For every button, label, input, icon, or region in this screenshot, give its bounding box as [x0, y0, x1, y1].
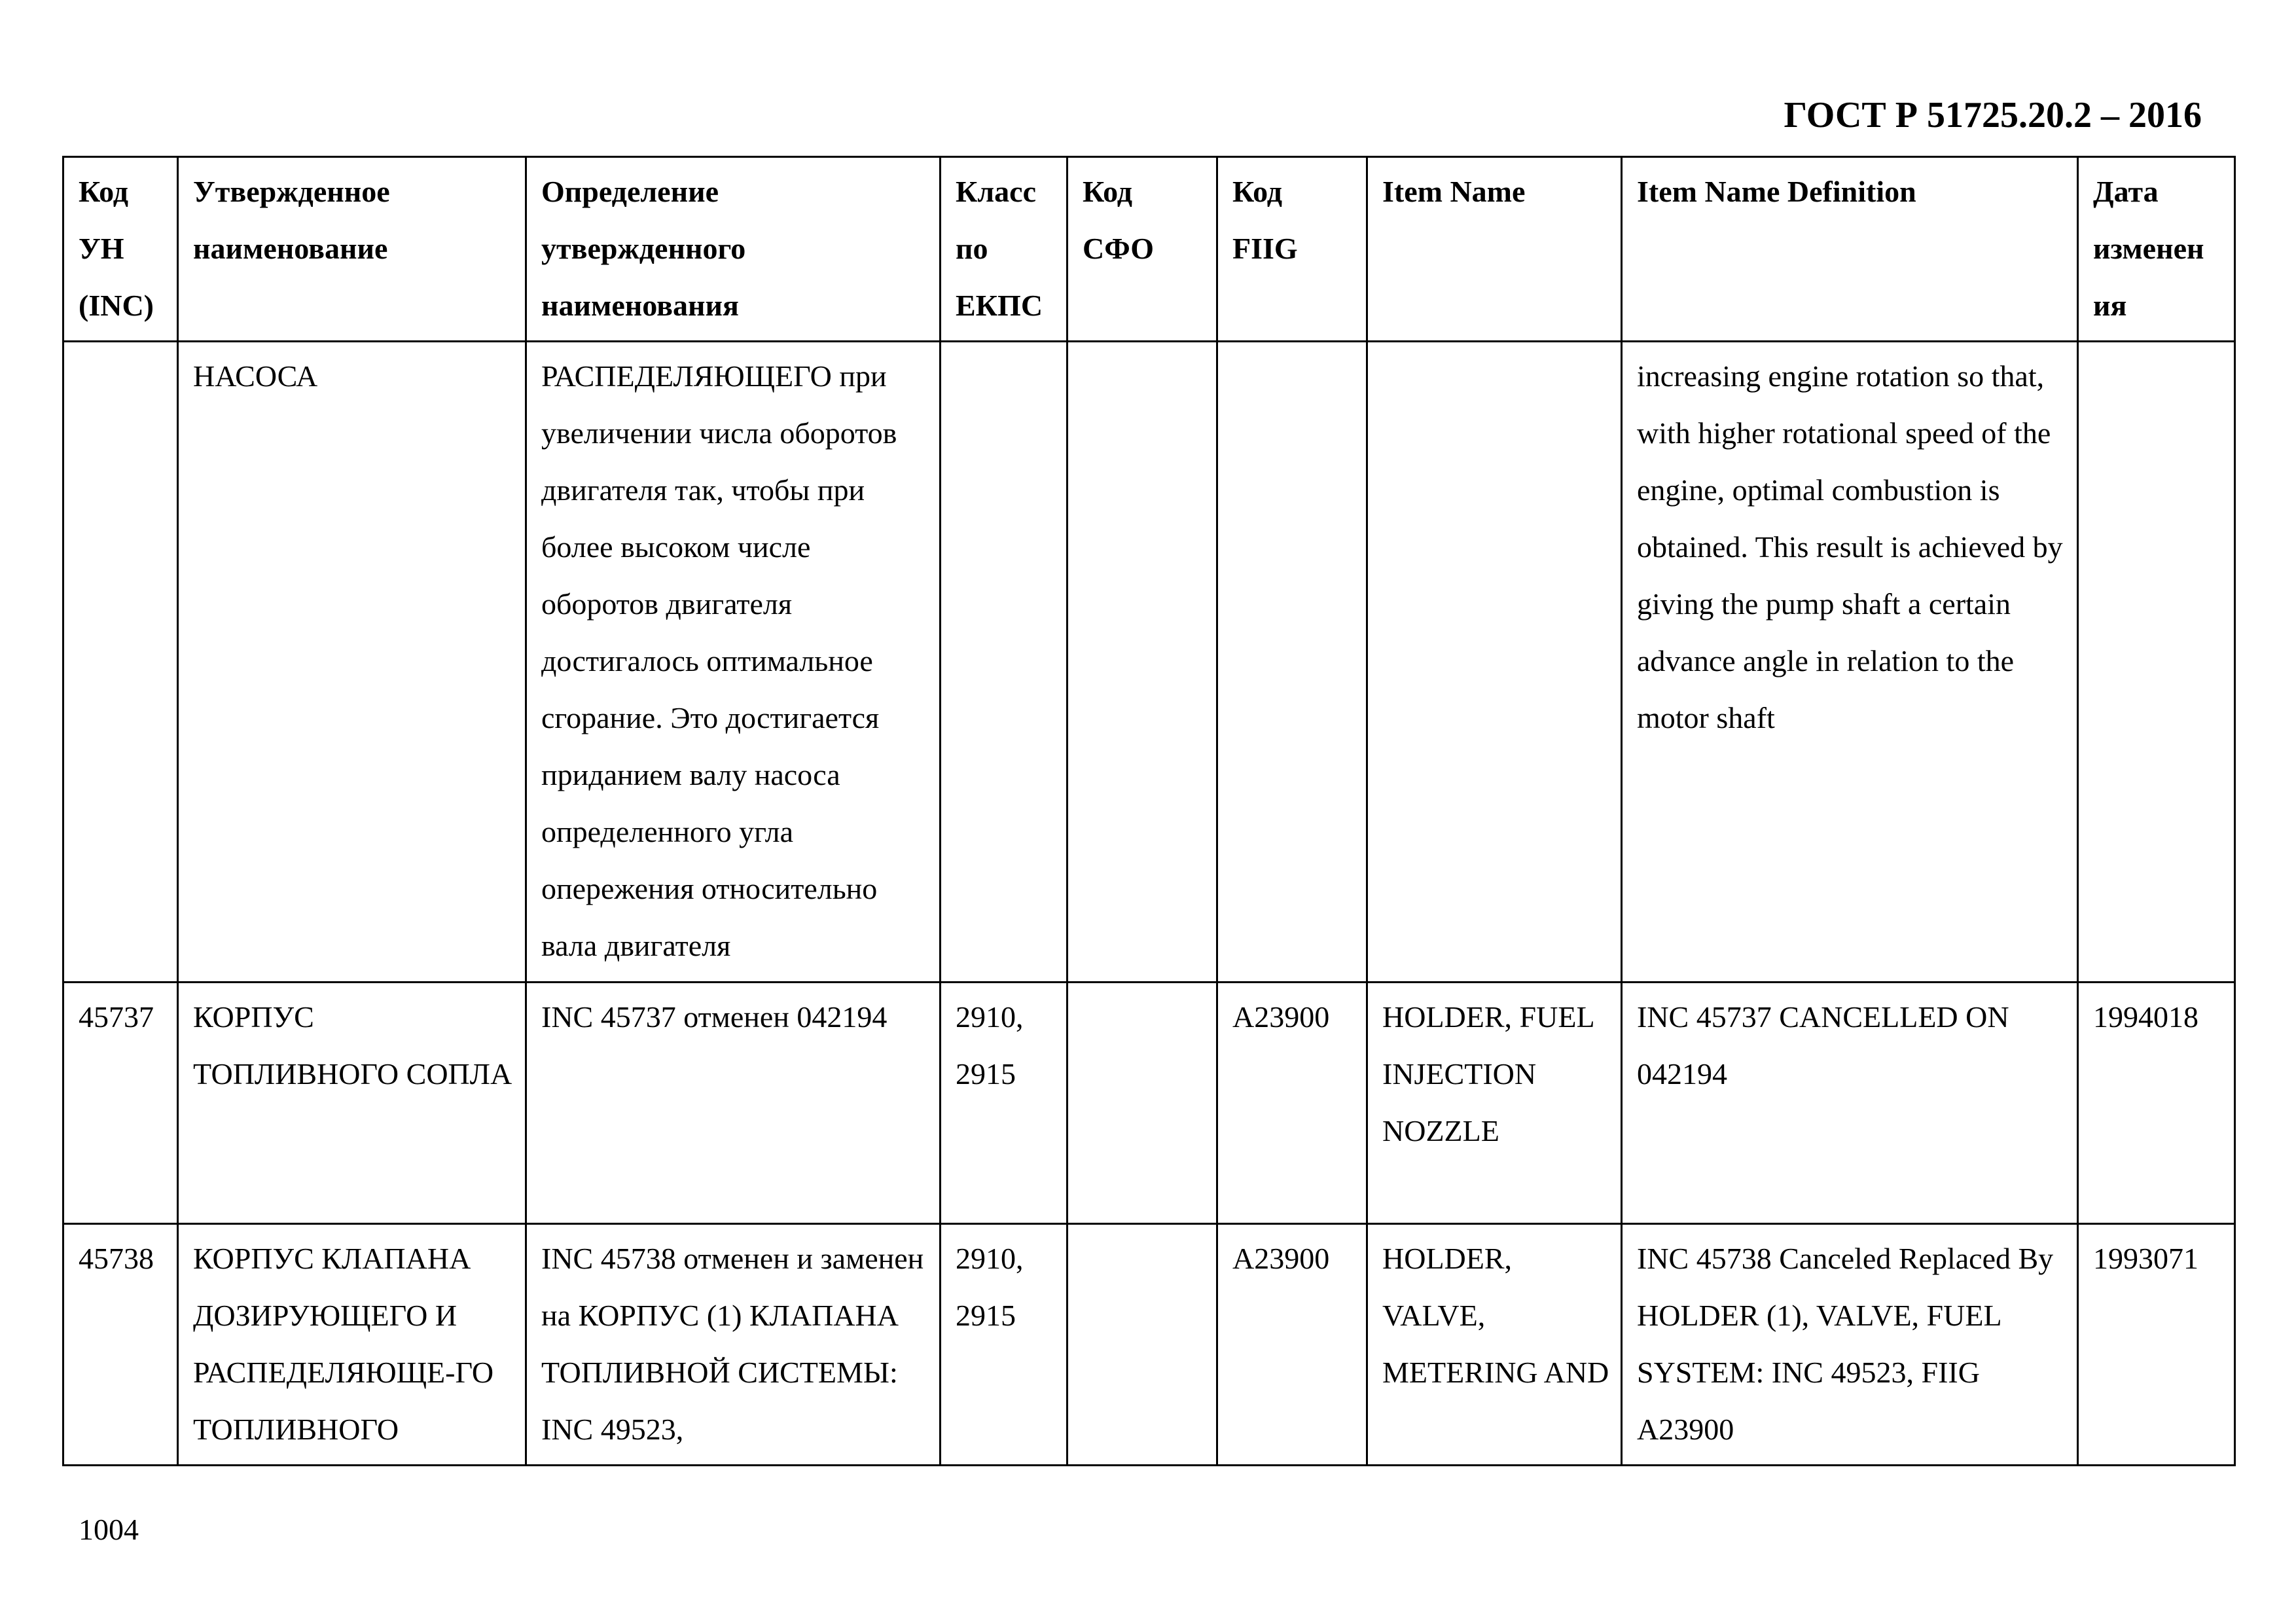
- cell-fiig-code: [1217, 342, 1367, 983]
- column-header-item-name-definition: [1622, 157, 2078, 342]
- header-line: Класс: [956, 175, 1036, 208]
- cell-sfo-code: [1067, 983, 1217, 1224]
- header-line: Определение: [541, 175, 719, 208]
- cell-item-name-definition: INC 45737 CANCELLED ON 042194: [1622, 983, 2078, 1224]
- column-header-ekps-class: [941, 157, 1067, 342]
- cell-change-date: 1993071: [2078, 1224, 2235, 1466]
- cell-definition: РАСПЕДЕЛЯЮЩЕГО при увеличении числа оборотов двигателя так, чтобы при более высоком числе оборотов двигателя достигалось оптимальное сгорание. Это достигается приданием валу насоса определенного угла опережения относительно вала двигателя: [526, 342, 941, 983]
- nomenclature-table: [62, 156, 2236, 1466]
- table-header-row: [63, 157, 2235, 342]
- header-line: (INC): [79, 289, 154, 322]
- column-header-item-name: [1367, 157, 1622, 342]
- header-line: по: [956, 232, 988, 265]
- cell-ekps-class: 2910, 2915: [941, 983, 1067, 1224]
- header-line: СФО: [1083, 232, 1155, 265]
- page-number: 1004: [79, 1513, 139, 1546]
- column-header-approved-name: [178, 157, 526, 342]
- cell-definition: INC 45737 отменен 042194: [526, 983, 941, 1224]
- header-line: УН: [79, 232, 124, 265]
- cell-item-name: HOLDER, VALVE, METERING AND: [1367, 1224, 1622, 1466]
- header-line: FIIG: [1232, 232, 1298, 265]
- table-row: [63, 1224, 2235, 1466]
- header-line: изменен: [2093, 232, 2204, 265]
- column-header-definition: [526, 157, 941, 342]
- cell-ekps-class: 2910, 2915: [941, 1224, 1067, 1466]
- header-line: утвержденного: [541, 232, 746, 265]
- cell-item-name-definition: INC 45738 Canceled Replaced By HOLDER (1), VALVE, FUEL SYSTEM: INC 49523, FIIG A23900: [1622, 1224, 2078, 1466]
- header-line: ия: [2093, 289, 2127, 322]
- header-line: Утвержденное: [193, 175, 390, 208]
- cell-ekps-class: [941, 342, 1067, 983]
- table-row: [63, 983, 2235, 1224]
- column-header-inc: [63, 157, 178, 342]
- column-header-fiig-code: [1217, 157, 1367, 342]
- cell-inc: [63, 342, 178, 983]
- document-header: ГОСТ Р 51725.20.2 – 2016: [1784, 95, 2202, 135]
- cell-item-name: HOLDER, FUEL INJECTION NOZZLE: [1367, 983, 1622, 1224]
- cell-change-date: 1994018: [2078, 983, 2235, 1224]
- cell-inc: 45737: [63, 983, 178, 1224]
- header-line: Код: [79, 175, 129, 208]
- cell-approved-name: КОРПУС ТОПЛИВНОГО СОПЛА: [178, 983, 526, 1224]
- cell-sfo-code: [1067, 1224, 1217, 1466]
- cell-item-name-definition: increasing engine rotation so that, with higher rotational speed of the engine, optimal combustion is obtained. This result is achieved by giving the pump shaft a certain advance angle in relation to the motor shaft: [1622, 342, 2078, 983]
- column-header-sfo-code: [1067, 157, 1217, 342]
- header-line: Код: [1083, 175, 1133, 208]
- cell-item-name: [1367, 342, 1622, 983]
- cell-approved-name: КОРПУС КЛАПАНА ДОЗИРУЮЩЕГО И РАСПЕДЕЛЯЮЩЕ-ГО ТОПЛИВНОГО: [178, 1224, 526, 1466]
- header-line: Item Name: [1382, 175, 1526, 208]
- table-row: [63, 342, 2235, 983]
- nomenclature-table-container: [62, 156, 2234, 1466]
- header-line: Код: [1232, 175, 1283, 208]
- header-line: Item Name Definition: [1637, 175, 1916, 208]
- cell-fiig-code: A23900: [1217, 983, 1367, 1224]
- cell-fiig-code: A23900: [1217, 1224, 1367, 1466]
- cell-definition: INC 45738 отменен и заменен на КОРПУС (1) КЛАПАНА ТОПЛИВНОЙ СИСТЕМЫ: INC 49523,: [526, 1224, 941, 1466]
- cell-change-date: [2078, 342, 2235, 983]
- header-line: наименования: [541, 289, 739, 322]
- header-line: наименование: [193, 232, 388, 265]
- header-line: ЕКПС: [956, 289, 1043, 322]
- cell-sfo-code: [1067, 342, 1217, 983]
- cell-approved-name: НАСОСА: [178, 342, 526, 983]
- header-line: Дата: [2093, 175, 2159, 208]
- cell-inc: 45738: [63, 1224, 178, 1466]
- column-header-change-date: [2078, 157, 2235, 342]
